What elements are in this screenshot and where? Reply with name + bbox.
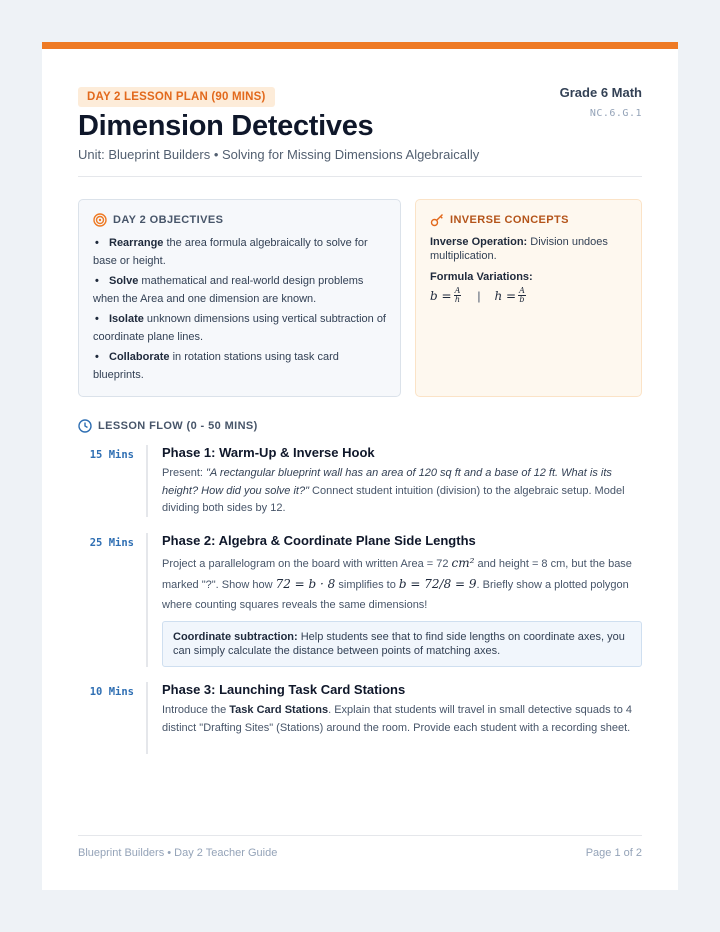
page-subtitle: Unit: Blueprint Builders • Solving for Missing Dimensions Algebraically [78,147,480,162]
callout-text: Help students see that to find side lengths on coordinate axes, you can simply calculate the distance between points of matching axes. [173,631,625,657]
phase-bold: Task Card Stations [229,704,329,716]
text-run: and height = 8 cm, but the base marked "?". Show how [162,558,632,591]
fraction-denominator: h [454,295,461,304]
formula-lhs: h = [494,288,517,303]
objective-text: the area formula algebraically to solve for base or height. [93,237,368,267]
formula-lhs: b = [430,288,452,303]
phase-text [162,702,642,737]
fraction-numerator: A [519,286,525,295]
inverse-operation-desc: Division undoes multiplication. [430,236,608,262]
objective-verb: Collaborate [109,351,170,363]
objective-verb: Solve [109,275,139,287]
phase-body [162,682,642,737]
phase-text [162,465,642,518]
text-run: Present: [162,467,207,479]
math-expression: 72 = b · 8 [275,577,336,591]
clock-icon [78,419,92,433]
objective-text: mathematical and real-world design problems when the Area and one dimension are known. [93,275,364,305]
phase-title: Phase 1: Warm-Up & Inverse Hook [162,445,375,460]
inverse-title: INVERSE CONCEPTS [450,214,569,226]
lesson-flow-title: LESSON FLOW (0 - 50 MINS) [98,420,258,432]
coordinate-callout [162,621,642,667]
phase-title: Phase 3: Launching Task Card Stations [162,682,406,697]
objective-verb: Rearrange [109,237,164,249]
phase-body [162,445,642,518]
inverse-concepts-box [415,199,642,397]
objective-item [93,311,386,346]
text-run: . Explain that students will travel in small detective squads to 4 distinct "Drafting Sites" (Stations) around the room. Provide each student with a recording sheet. [162,704,632,734]
lesson-page [42,42,678,890]
phase-divider [146,533,148,667]
callout-label: Coordinate subtraction: [173,631,298,643]
formula-variations [430,287,627,304]
text-run: Introduce the [162,704,230,716]
key-icon [430,213,444,227]
objectives-box [78,199,401,397]
math-expression: cm² [451,556,475,570]
standard-code: NC.6.G.1 [589,108,642,119]
phase-divider [146,682,148,754]
phase-divider [146,445,148,517]
lesson-flow-heading [78,419,258,433]
phase-block [78,445,642,525]
objective-item [93,273,386,308]
phase-time: 15 Mins [89,449,134,461]
page-footer [78,835,642,859]
text-run: Connect student intuition (division) to the algebraic setup. Model dividing both sides by 12. [162,484,625,514]
objectives-title: DAY 2 OBJECTIVES [113,214,224,226]
phase-block [78,682,642,762]
objective-item [93,349,386,384]
page-title: Dimension Detectives [78,110,374,142]
inverse-heading [430,213,627,227]
objective-item [93,235,386,270]
lesson-badge: DAY 2 LESSON PLAN (90 MINS) [78,87,275,107]
phase-quote: "A rectangular blueprint wall has an area of 120 sq ft and a base of 12 ft. What is its height? How did you solve it?" [162,467,612,497]
text-run: . Briefly show a plotted polygon where counting squares reveals the same dimensions! [162,579,629,611]
phase-title: Phase 2: Algebra & Coordinate Plane Side Lengths [162,533,476,548]
phase-time: 25 Mins [89,537,134,549]
formula-separator: | [477,288,481,303]
text-run: Project a parallelogram on the board with written Area = 72 [162,558,452,570]
footer-left: Blueprint Builders • Day 2 Teacher Guide [78,847,278,859]
phase-time: 10 Mins [89,686,134,698]
objective-verb: Isolate [109,313,144,325]
phase-text [162,553,642,615]
page-number: Page 1 of 2 [585,847,642,859]
target-icon [93,213,107,227]
objectives-heading [93,213,386,227]
grade-label: Grade 6 Math [559,85,642,100]
phase-body [162,533,642,667]
formula-variations-label: Formula Variations: [430,271,533,283]
text-run: simplifies to [335,579,399,591]
objectives-list [93,235,386,384]
math-expression: b = 72/8 = 9 [398,577,477,591]
fraction-denominator: b [519,295,525,304]
inverse-operation-text [430,235,627,263]
page-header [78,80,642,177]
inverse-operation-label: Inverse Operation: [430,236,528,248]
phase-block [78,533,642,673]
formula-fraction [454,287,462,304]
objective-text: unknown dimensions using vertical subtraction of coordinate plane lines. [93,313,386,343]
formula-fraction [518,287,526,304]
objective-text: in rotation stations using task card blueprints. [93,351,339,381]
fraction-numerator: A [454,286,461,295]
